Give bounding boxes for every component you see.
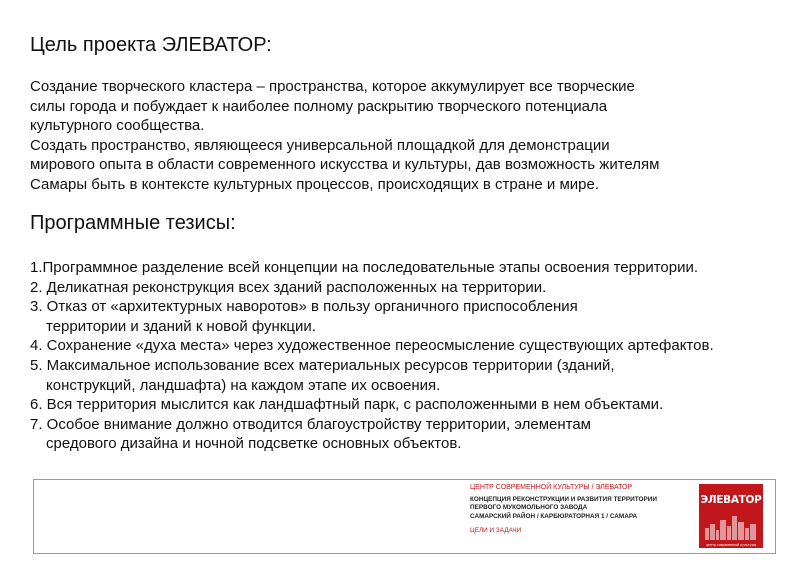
list-item: 7. Особое внимание должно отводится благоустройству территории, элементам (30, 415, 591, 433)
list-item-continuation: конструкций, ландшафта) на каждом этапе их освоения. (46, 376, 441, 394)
footer-info (470, 484, 657, 536)
goal-paragraph (30, 77, 659, 195)
theses-heading: Программные тезисы: (30, 212, 236, 234)
logo-text: ЭЛЕВАТОР (700, 494, 762, 506)
elevator-logo (699, 484, 763, 548)
list-item: 4. Сохранение «духа места» через художественное переосмысление существующих артефактов. (30, 337, 714, 355)
list-item-continuation: средового дизайна и ночной подсветке основных объектов. (46, 435, 462, 453)
footer-subtitle: ЦЕЛИ И ЗАДАЧИ (470, 527, 522, 535)
list-item: 6. Вся территория мыслится как ландшафтный парк, с расположенными в нем объектами. (30, 396, 664, 414)
paragraph-line: Самары быть в контексте культурных процессов, происходящих в стране и мире. (30, 175, 599, 193)
paragraph-line: культурного сообщества. (30, 117, 205, 135)
list-item-continuation: территории и зданий к новой функции. (46, 317, 316, 335)
footer-frame (33, 479, 776, 554)
list-item: 1.Программное разделение всей концепции на последовательные этапы освоения территории. (30, 259, 699, 276)
footer-title: ЦЕНТР СОВРЕМЕННОЙ КУЛЬТУРЫ / ЭЛЕВАТОР (470, 484, 633, 491)
list-item: 3. Отказ от «архитектурных наворотов» в пользу органичного приспособления (30, 298, 578, 316)
paragraph-line: Создание творческого кластера – пространства, которое аккумулирует все творческие (30, 78, 635, 95)
logo-tagline: центр современной культуры (705, 543, 757, 547)
paragraph-line: мирового опыта в области современного искусства и культуры, дав возможность жителям (30, 156, 660, 174)
paragraph-line: силы города и побуждает к наиболее полному раскрытию творческого потенциала (30, 97, 608, 115)
footer-line: КОНЦЕПЦИЯ РЕКОНСТРУКЦИИ И РАЗВИТИЯ ТЕРРИТОРИИ (470, 495, 657, 503)
goal-heading: Цель проекта ЭЛЕВАТОР: (30, 34, 272, 56)
footer-line: ПЕРВОГО МУКОМОЛЬНОГО ЗАВОДА (470, 504, 588, 512)
list-item: 2. Деликатная реконструкция всех зданий расположенных на территории. (30, 278, 547, 296)
theses-list (30, 258, 714, 454)
paragraph-line: Создать пространство, являющееся универсальной площадкой для демонстрации (30, 136, 610, 154)
footer-line: САМАРСКИЙ РАЙОН / КАРБЮРАТОРНАЯ 1 / САМАРА (470, 512, 638, 520)
list-item: 5. Максимальное использование всех материальных ресурсов территории (зданий, (30, 356, 615, 374)
